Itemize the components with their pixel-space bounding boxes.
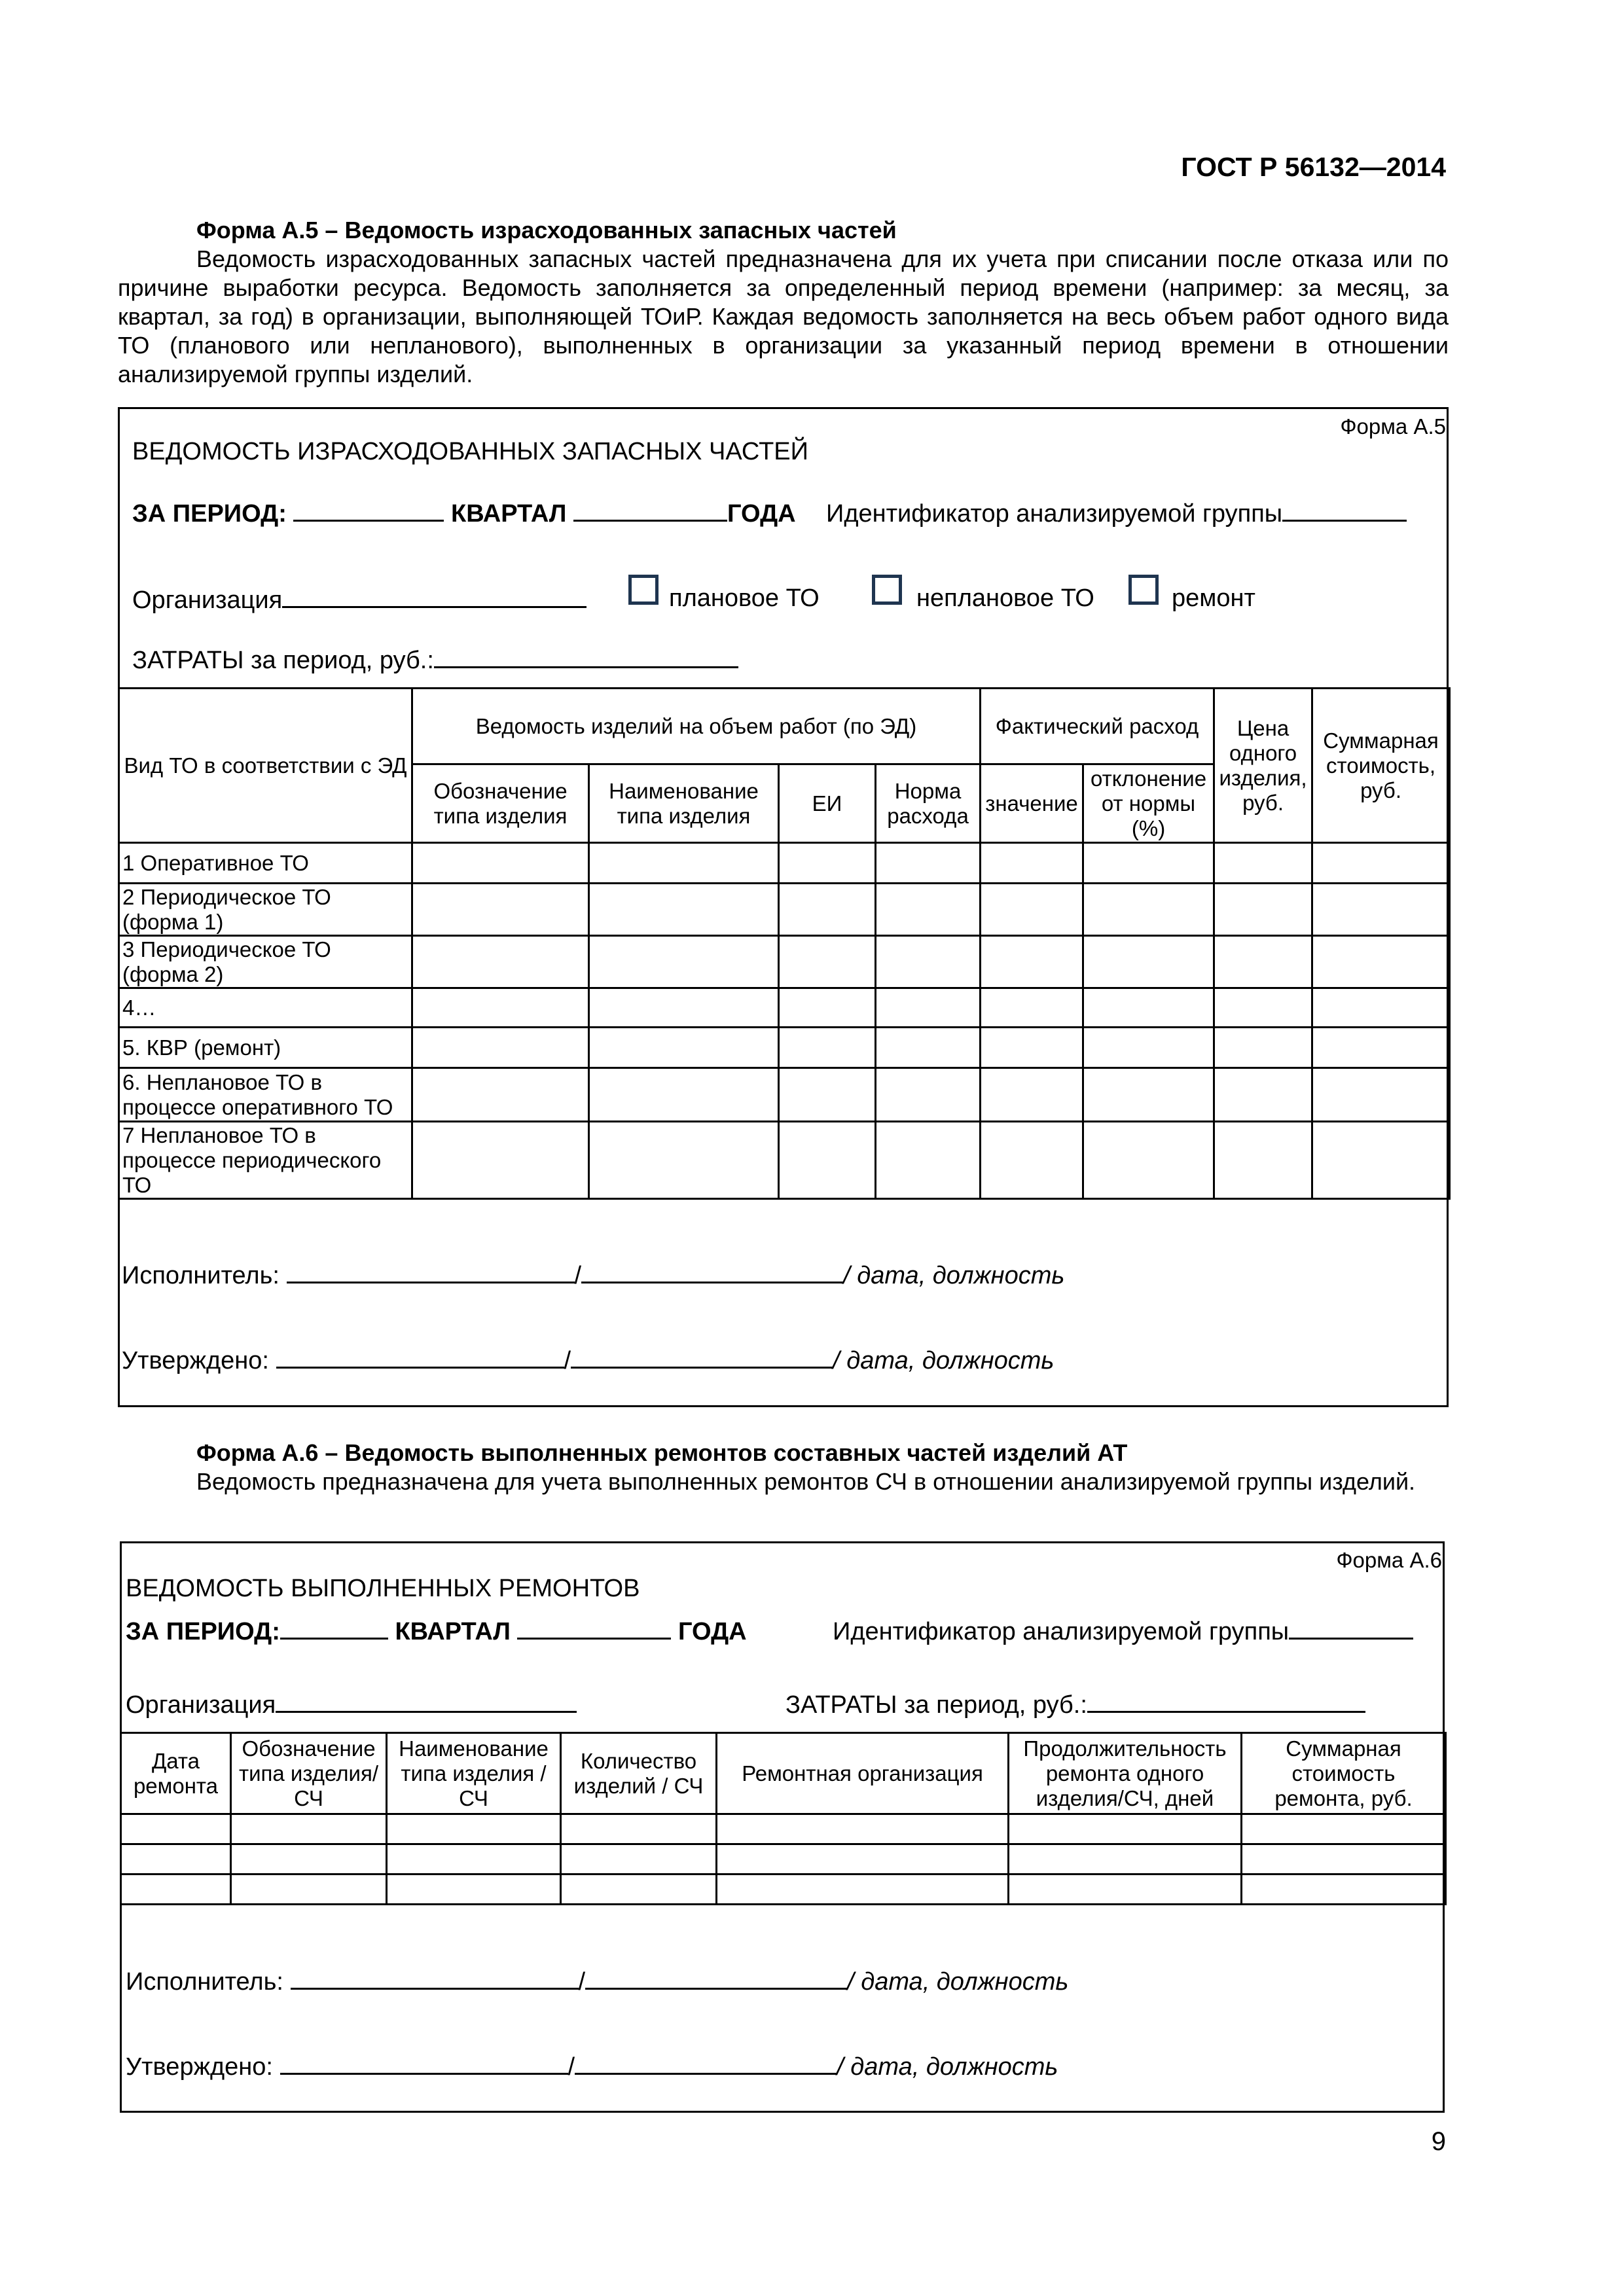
cell[interactable] [1242, 1874, 1446, 1905]
cell[interactable] [231, 1874, 387, 1905]
table-row [119, 843, 1450, 884]
form-a5-title: ВЕДОМОСТЬ ИЗРАСХОДОВАННЫХ ЗАПАСНЫХ ЧАСТЕЙ [132, 438, 808, 465]
cell[interactable] [1312, 988, 1450, 1028]
form-a6-group-id [833, 1615, 1413, 1646]
executor-label: Исполнитель: [126, 1968, 283, 1996]
cell[interactable] [876, 988, 981, 1028]
col-price: Цена одного изделия, руб. [1214, 689, 1312, 843]
row-label: 6. Неплановое ТО в процессе оперативного ТО [119, 1068, 412, 1122]
cell[interactable] [779, 1028, 876, 1068]
cell[interactable] [779, 1068, 876, 1122]
form-a5-executor [122, 1259, 1064, 1290]
col-repair-org: Ремонтная организация [717, 1733, 1009, 1814]
table-row [121, 1814, 1446, 1844]
cell[interactable] [1214, 1028, 1312, 1068]
cell[interactable] [1214, 884, 1312, 936]
executor-name-field[interactable] [291, 1965, 579, 1990]
table-row [119, 1028, 1450, 1068]
group-id-field[interactable] [1289, 1615, 1413, 1640]
col-total: Суммарная стоимость, руб. [1312, 689, 1450, 843]
cell[interactable] [412, 988, 589, 1028]
cell[interactable] [589, 1122, 779, 1199]
document-number: ГОСТ Р 56132—2014 [1181, 152, 1446, 182]
form-a6-period-row [126, 1615, 747, 1646]
form-a5-costs [132, 644, 738, 675]
page-number: 9 [1431, 2127, 1446, 2156]
cell[interactable] [1312, 1068, 1450, 1122]
executor-sign-field[interactable] [581, 1259, 843, 1283]
approved-name-field[interactable] [280, 2051, 568, 2075]
cell[interactable] [412, 1028, 589, 1068]
col-group-items: Ведомость изделий на объем работ (по ЭД) [412, 689, 981, 764]
quarter-label: КВАРТАЛ [395, 1618, 511, 1645]
cell[interactable] [1009, 1874, 1242, 1905]
cell[interactable] [121, 1874, 231, 1905]
cell[interactable] [412, 884, 589, 936]
col-duration: Продолжительность ремонта одного изделия/СЧ, дней [1009, 1733, 1242, 1814]
col-group-actual: Фактический расход [981, 689, 1214, 764]
cell[interactable] [981, 1122, 1083, 1199]
form-a5-approved [122, 1344, 1054, 1375]
org-label: Организация [132, 586, 283, 614]
cell[interactable] [981, 988, 1083, 1028]
cell[interactable] [412, 1122, 589, 1199]
cell[interactable] [717, 1874, 1009, 1905]
form-a6-approved [126, 2051, 1058, 2081]
cell[interactable] [1083, 988, 1214, 1028]
cell[interactable] [779, 936, 876, 988]
cell[interactable] [589, 843, 779, 884]
period-field[interactable] [293, 497, 444, 522]
cell[interactable] [589, 884, 779, 936]
cell[interactable] [779, 843, 876, 884]
form-a6-label: Форма А.6 [1336, 1548, 1442, 1572]
quarter-field[interactable] [517, 1615, 671, 1640]
cell[interactable] [717, 1844, 1009, 1874]
cell[interactable] [387, 1874, 561, 1905]
col-designation: Обозначение типа изделия [412, 764, 589, 843]
col-designation: Обозначение типа изделия/ СЧ [231, 1733, 387, 1814]
form-a6-table [120, 1732, 1447, 1905]
approved-label: Утверждено: [126, 2053, 273, 2081]
table-row [119, 1122, 1450, 1199]
checkbox-unplanned[interactable] [872, 575, 902, 605]
cell[interactable] [412, 936, 589, 988]
cell[interactable] [779, 1122, 876, 1199]
cell[interactable] [387, 1844, 561, 1874]
slash: / [568, 2053, 575, 2081]
quarter-field[interactable] [573, 497, 727, 522]
executor-sign-field[interactable] [585, 1965, 847, 1990]
form-a5-label: Форма А.5 [1340, 414, 1446, 439]
cell[interactable] [1312, 1028, 1450, 1068]
year-label: ГОДА [678, 1618, 747, 1645]
col-name: Наименование типа изделия / СЧ [387, 1733, 561, 1814]
costs-field[interactable] [434, 644, 738, 668]
col-type: Вид ТО в соответствии с ЭД [119, 689, 412, 843]
cell[interactable] [1083, 884, 1214, 936]
date-position-label: / дата, должность [847, 1968, 1069, 1996]
approved-name-field[interactable] [276, 1344, 564, 1369]
executor-name-field[interactable] [287, 1259, 575, 1283]
slash: / [564, 1347, 571, 1374]
cell[interactable] [1214, 843, 1312, 884]
costs-label: ЗАТРАТЫ за период, руб.: [132, 647, 434, 674]
slash: / [574, 1262, 582, 1289]
form-a5-table [118, 687, 1451, 1200]
col-total-cost: Суммарная стоимость ремонта, руб. [1242, 1733, 1446, 1814]
quarter-label: КВАРТАЛ [451, 500, 567, 528]
approved-sign-field[interactable] [575, 2051, 837, 2075]
cell[interactable] [561, 1874, 717, 1905]
cell[interactable] [1312, 936, 1450, 988]
cell[interactable] [981, 1068, 1083, 1122]
cell[interactable] [981, 1028, 1083, 1068]
cell[interactable] [779, 988, 876, 1028]
row-label: 3 Периодическое ТО (форма 2) [119, 936, 412, 988]
checkbox-planned[interactable] [628, 575, 659, 605]
period-label: ЗА ПЕРИОД: [132, 500, 287, 528]
form-a6-title: ВЕДОМОСТЬ ВЫПОЛНЕННЫХ РЕМОНТОВ [126, 1575, 640, 1602]
cell[interactable] [412, 1068, 589, 1122]
cell[interactable] [1083, 843, 1214, 884]
cell[interactable] [1214, 936, 1312, 988]
col-unit: ЕИ [779, 764, 876, 843]
table-row [121, 1874, 1446, 1905]
form-a5-intro-text: Ведомость израсходованных запасных частей предназначена для их учета при списании после отказа или по причине выработки ресурса. Ведомость заполняется за определенный период времени (например: за месяц, за квартал, за год) в организации, выполняющей ТОиР. Каждая ведомость заполняется на весь объем работ одного вида ТО (планового или непланового), выполненных в организации за указанный период времени в отношении анализируемой группы изделий. [118, 245, 1449, 387]
group-id-field[interactable] [1282, 497, 1407, 522]
cell[interactable] [1312, 1122, 1450, 1199]
col-name: Наименование типа изделия [589, 764, 779, 843]
cell[interactable] [779, 884, 876, 936]
checkbox-unplanned-label: неплановое ТО [916, 584, 1094, 612]
col-norm: Норма расхода [876, 764, 981, 843]
row-label: 4… [119, 988, 412, 1028]
cell[interactable] [876, 936, 981, 988]
col-date: Дата ремонта [121, 1733, 231, 1814]
form-a5-group-id [826, 497, 1407, 528]
form-a5-period-row [132, 497, 796, 528]
cell[interactable] [121, 1844, 231, 1874]
form-a6-intro [118, 1439, 1449, 1496]
cell[interactable] [561, 1814, 717, 1844]
form-a6-org [126, 1689, 577, 1719]
col-quantity: Количество изделий / СЧ [561, 1733, 717, 1814]
checkbox-repair[interactable] [1128, 575, 1159, 605]
row-label: 5. КВР (ремонт) [119, 1028, 412, 1068]
cell[interactable] [589, 988, 779, 1028]
cell[interactable] [1242, 1814, 1446, 1844]
cell[interactable] [876, 1122, 981, 1199]
table-row [119, 884, 1450, 936]
cell[interactable] [589, 936, 779, 988]
org-field[interactable] [276, 1689, 577, 1713]
period-label: ЗА ПЕРИОД: [126, 1618, 280, 1645]
cell[interactable] [231, 1814, 387, 1844]
form-a5-intro-title: Форма А.5 – Ведомость израсходованных запасных частей [196, 217, 897, 243]
year-label: ГОДА [727, 500, 796, 528]
cell[interactable] [1312, 884, 1450, 936]
cell[interactable] [387, 1814, 561, 1844]
cell[interactable] [561, 1844, 717, 1874]
row-label: 7 Неплановое ТО в процессе периодического ТО [119, 1122, 412, 1199]
cell[interactable] [1009, 1814, 1242, 1844]
table-row [119, 988, 1450, 1028]
period-field[interactable] [280, 1615, 388, 1640]
approved-label: Утверждено: [122, 1347, 269, 1374]
costs-label: ЗАТРАТЫ за период, руб.: [785, 1691, 1087, 1719]
cell[interactable] [231, 1844, 387, 1874]
cell[interactable] [981, 843, 1083, 884]
cell[interactable] [981, 884, 1083, 936]
cell[interactable] [1009, 1844, 1242, 1874]
table-row [121, 1844, 1446, 1874]
cell[interactable] [1214, 1122, 1312, 1199]
cell[interactable] [1214, 1068, 1312, 1122]
cell[interactable] [876, 843, 981, 884]
date-position-label: / дата, должность [843, 1262, 1065, 1289]
cell[interactable] [1083, 1068, 1214, 1122]
form-a6-intro-text: Ведомость предназначена для учета выполненных ремонтов СЧ в отношении анализируемой группы изделий. [196, 1468, 1416, 1495]
approved-sign-field[interactable] [571, 1344, 833, 1369]
form-a5-org [132, 584, 586, 615]
form-a6-executor [126, 1965, 1068, 1996]
executor-label: Исполнитель: [122, 1262, 280, 1289]
cell[interactable] [589, 1028, 779, 1068]
group-id-label: Идентификатор анализируемой группы [826, 500, 1283, 528]
org-label: Организация [126, 1691, 276, 1719]
row-label: 2 Периодическое ТО (форма 1) [119, 884, 412, 936]
cell[interactable] [589, 1068, 779, 1122]
table-row [119, 1068, 1450, 1122]
org-field[interactable] [282, 584, 586, 608]
checkbox-planned-label: плановое ТО [669, 584, 820, 612]
cell[interactable] [1083, 936, 1214, 988]
cell[interactable] [876, 1028, 981, 1068]
row-label: 1 Оперативное ТО [119, 843, 412, 884]
cell[interactable] [1214, 988, 1312, 1028]
col-value: значение [981, 764, 1083, 843]
cell[interactable] [876, 884, 981, 936]
cell[interactable] [121, 1814, 231, 1844]
cell[interactable] [412, 843, 589, 884]
cell[interactable] [1312, 843, 1450, 884]
form-a6-intro-title: Форма А.6 – Ведомость выполненных ремонтов составных частей изделий АТ [196, 1439, 1128, 1466]
cell[interactable] [1083, 1122, 1214, 1199]
costs-field[interactable] [1087, 1689, 1365, 1713]
group-id-label: Идентификатор анализируемой группы [833, 1618, 1290, 1645]
cell[interactable] [876, 1068, 981, 1122]
cell[interactable] [1083, 1028, 1214, 1068]
form-a5-intro [118, 216, 1449, 389]
date-position-label: / дата, должность [837, 2053, 1058, 2081]
cell[interactable] [717, 1814, 1009, 1844]
checkbox-repair-label: ремонт [1172, 584, 1255, 612]
table-row [119, 936, 1450, 988]
date-position-label: / дата, должность [833, 1347, 1055, 1374]
col-deviation: отклонение от нормы (%) [1083, 764, 1214, 843]
slash: / [578, 1968, 586, 1996]
cell[interactable] [1242, 1844, 1446, 1874]
form-a6-costs [785, 1689, 1365, 1719]
cell[interactable] [981, 936, 1083, 988]
